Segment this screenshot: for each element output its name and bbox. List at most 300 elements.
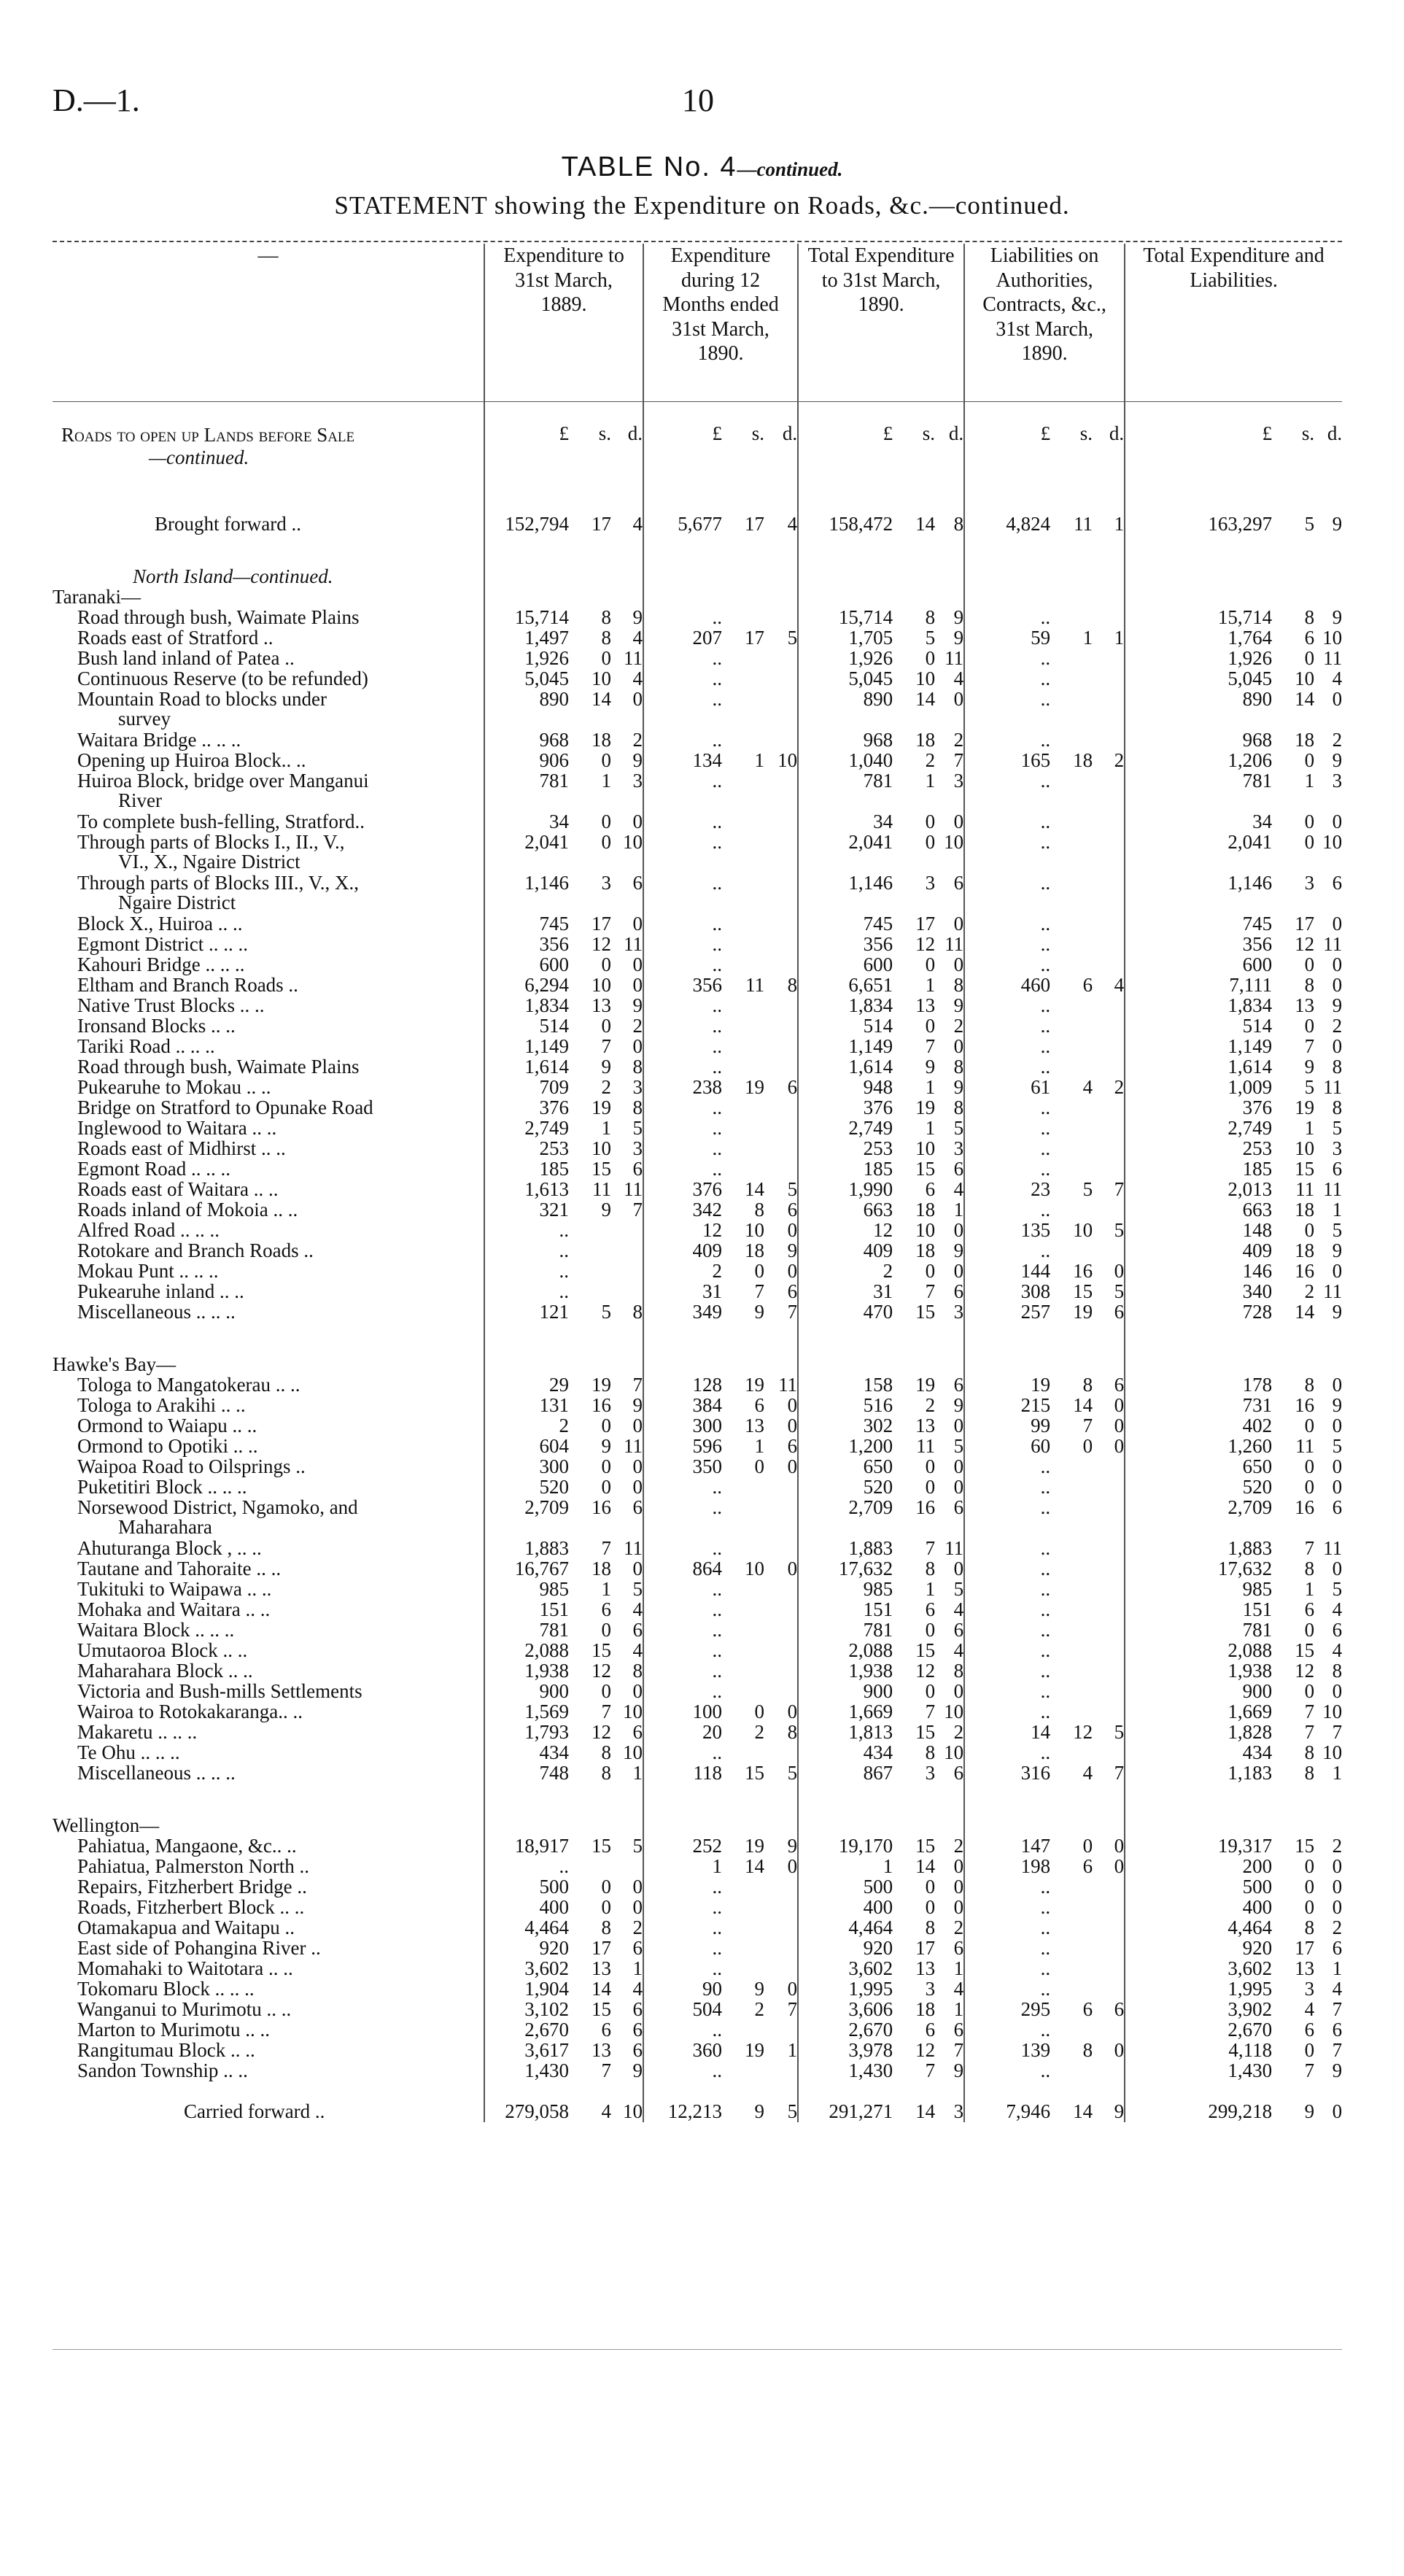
empty-cell bbox=[964, 587, 1050, 608]
pounds-cell: 402 bbox=[1125, 1416, 1272, 1436]
shillings-cell: 19 bbox=[915, 1374, 936, 1396]
shillings-cell: 0 bbox=[925, 811, 936, 832]
road-name-text: Tukituki to Waipawa .. .. bbox=[77, 1579, 272, 1600]
pounds-cell: 295 bbox=[964, 2000, 1050, 2020]
pounds-cell: 1,938 bbox=[1125, 1661, 1272, 1682]
road-name bbox=[53, 1416, 484, 1436]
pence-cell: 5 bbox=[1332, 1219, 1343, 1241]
road-name-text: Native Trust Blocks .. .. bbox=[77, 996, 265, 1016]
shillings-cell: 17 bbox=[1295, 1937, 1315, 1959]
road-name-text: Momahaki to Waitotara .. .. bbox=[77, 1959, 293, 1979]
pounds-cell: 376 bbox=[484, 1098, 569, 1118]
table-row bbox=[53, 1559, 1342, 1579]
shillings-cell: 16 bbox=[1295, 1496, 1315, 1518]
pounds-cell: .. bbox=[964, 1159, 1050, 1180]
unit-shilling: s. bbox=[751, 422, 765, 444]
pence-cell bbox=[764, 812, 798, 832]
shillings-cell bbox=[1050, 935, 1093, 955]
road-name-text: Egmont District .. .. .. bbox=[77, 935, 248, 955]
pence-cell: 0 bbox=[632, 1896, 643, 1918]
pounds-cell: 985 bbox=[798, 1579, 893, 1600]
pence-cell: 0 bbox=[787, 1855, 798, 1877]
road-name bbox=[53, 1375, 484, 1396]
pence-cell bbox=[764, 1959, 798, 1979]
empty-cell bbox=[1125, 535, 1272, 567]
pence-cell: 0 bbox=[1332, 1035, 1343, 1057]
table-row bbox=[53, 1118, 1342, 1139]
pence-cell bbox=[1093, 649, 1125, 669]
empty-cell bbox=[798, 482, 893, 514]
pence-cell: 9 bbox=[953, 1239, 964, 1261]
pounds-cell: .. bbox=[964, 1241, 1050, 1261]
pounds-cell: 1,764 bbox=[1125, 628, 1272, 649]
shillings-cell bbox=[1050, 1098, 1093, 1118]
pounds-cell: .. bbox=[643, 1959, 722, 1979]
pounds-cell: 185 bbox=[1125, 1159, 1272, 1180]
pence-cell bbox=[1093, 1139, 1125, 1159]
shillings-cell: 0 bbox=[925, 1876, 936, 1898]
pounds-cell: 600 bbox=[1125, 955, 1272, 975]
table-row bbox=[53, 1539, 1342, 1559]
road-name bbox=[53, 914, 484, 935]
pounds-cell: 890 bbox=[484, 689, 569, 730]
pounds-cell: 890 bbox=[1125, 689, 1272, 730]
empty-cell bbox=[569, 1816, 611, 1836]
pence-cell: 11 bbox=[624, 647, 643, 669]
unit-pound: £ bbox=[1125, 402, 1272, 483]
pounds-cell: 19,170 bbox=[798, 1836, 893, 1857]
pence-cell: 1 bbox=[1114, 513, 1125, 535]
pence-cell bbox=[1093, 1159, 1125, 1180]
empty-cell bbox=[764, 535, 798, 567]
pounds-cell: 663 bbox=[798, 1200, 893, 1221]
pence-cell bbox=[1093, 832, 1125, 873]
shillings-cell: 7 bbox=[1082, 1415, 1093, 1436]
pence-cell bbox=[1093, 1682, 1125, 1702]
pence-cell bbox=[1093, 1661, 1125, 1682]
shillings-cell: 13 bbox=[592, 994, 611, 1016]
table-row bbox=[53, 1221, 1342, 1241]
shillings-cell: 0 bbox=[754, 1455, 765, 1477]
pounds-cell: 198 bbox=[964, 1857, 1050, 1877]
pounds-cell: 1,938 bbox=[798, 1661, 893, 1682]
unit-shilling: s. bbox=[598, 422, 611, 444]
shillings-cell: 19 bbox=[592, 1096, 611, 1118]
pounds-cell: .. bbox=[643, 1938, 722, 1959]
table-row bbox=[53, 608, 1342, 628]
pence-cell: 4 bbox=[1332, 1639, 1343, 1661]
shillings-cell bbox=[1050, 730, 1093, 751]
shillings-cell: 13 bbox=[915, 1415, 936, 1436]
pounds-cell: .. bbox=[643, 1898, 722, 1918]
pounds-cell: 516 bbox=[798, 1396, 893, 1416]
shillings-cell: 0 bbox=[1304, 1219, 1315, 1241]
shillings-cell: 14 bbox=[915, 513, 936, 535]
pence-cell: 6 bbox=[953, 1496, 964, 1518]
shillings-cell: 8 bbox=[1304, 1558, 1315, 1579]
pounds-cell: .. bbox=[484, 1282, 569, 1302]
pounds-cell: .. bbox=[643, 1118, 722, 1139]
table-row bbox=[53, 1078, 1342, 1098]
pounds-cell: 1,497 bbox=[484, 628, 569, 649]
pence-cell: 8 bbox=[953, 513, 964, 535]
table-row bbox=[53, 1436, 1342, 1457]
pounds-cell: 867 bbox=[798, 1763, 893, 1784]
pounds-cell: .. bbox=[643, 1600, 722, 1620]
pounds-cell: 1,146 bbox=[798, 873, 893, 914]
pence-cell bbox=[764, 1118, 798, 1139]
pounds-cell: 4,464 bbox=[484, 1918, 569, 1938]
pence-cell: 10 bbox=[944, 831, 964, 853]
road-name bbox=[53, 955, 484, 975]
road-name bbox=[53, 608, 484, 628]
pence-cell bbox=[764, 1539, 798, 1559]
pounds-cell: 985 bbox=[484, 1579, 569, 1600]
pounds-cell: 2 bbox=[798, 1261, 893, 1282]
pounds-cell: .. bbox=[964, 1918, 1050, 1938]
table-row bbox=[53, 1641, 1342, 1661]
pounds-cell: 316 bbox=[964, 1763, 1050, 1784]
pounds-cell: 356 bbox=[798, 935, 893, 955]
pence-cell: 1 bbox=[787, 2039, 798, 2061]
pence-cell bbox=[1093, 1620, 1125, 1641]
shillings-cell bbox=[722, 1016, 764, 1037]
shillings-cell: 12 bbox=[1073, 1721, 1093, 1743]
pounds-cell: 400 bbox=[798, 1898, 893, 1918]
shillings-cell bbox=[722, 1661, 764, 1682]
pence-cell: 6 bbox=[1114, 1301, 1125, 1323]
pence-cell bbox=[764, 2061, 798, 2081]
shillings-cell: 8 bbox=[1304, 1741, 1315, 1763]
pence-cell: 2 bbox=[953, 1835, 964, 1857]
empty-cell bbox=[1272, 1355, 1314, 1375]
empty-cell bbox=[1093, 1816, 1125, 1836]
pounds-cell: 470 bbox=[798, 1302, 893, 1323]
shillings-cell bbox=[1050, 1620, 1093, 1641]
shillings-cell: 0 bbox=[1304, 954, 1315, 975]
pounds-cell: 434 bbox=[798, 1743, 893, 1763]
shillings-cell: 5 bbox=[1304, 513, 1315, 535]
pence-cell: 5 bbox=[953, 1435, 964, 1457]
pounds-cell: 663 bbox=[1125, 1200, 1272, 1221]
shillings-cell: 7 bbox=[925, 1035, 936, 1057]
pence-cell: 11 bbox=[945, 1537, 964, 1559]
road-name-text: Road through bush, Waimate Plains bbox=[77, 1057, 360, 1078]
table-row bbox=[53, 1302, 1342, 1323]
shillings-cell: 15 bbox=[592, 1835, 611, 1857]
pounds-cell: 3,978 bbox=[798, 2041, 893, 2061]
pence-cell: 0 bbox=[953, 1680, 964, 1702]
shillings-cell: 14 bbox=[745, 1855, 765, 1877]
pence-cell: 11 bbox=[1323, 1076, 1343, 1098]
pounds-cell: 12 bbox=[643, 1221, 722, 1241]
shillings-cell: 3 bbox=[1304, 1978, 1315, 2000]
pence-cell: 2 bbox=[1332, 1916, 1343, 1938]
shillings-cell bbox=[722, 1938, 764, 1959]
shillings-cell: 0 bbox=[601, 811, 611, 832]
shillings-cell: 13 bbox=[1295, 1957, 1315, 1979]
pounds-cell: 29 bbox=[484, 1375, 569, 1396]
pounds-cell: .. bbox=[643, 873, 722, 914]
empty-cell bbox=[1125, 587, 1272, 608]
pounds-cell: 16,767 bbox=[484, 1559, 569, 1579]
pounds-cell: 146 bbox=[1125, 1261, 1272, 1282]
shillings-cell: 13 bbox=[915, 1957, 936, 1979]
pence-cell: 8 bbox=[632, 1056, 643, 1078]
empty-cell bbox=[764, 587, 798, 608]
pence-cell: 0 bbox=[1114, 1855, 1125, 1877]
pence-cell: 6 bbox=[953, 1158, 964, 1180]
shillings-cell: 15 bbox=[592, 1998, 611, 2020]
spacer-row bbox=[53, 1323, 1342, 1355]
empty-cell bbox=[935, 1784, 964, 1816]
table-row bbox=[53, 832, 1342, 873]
road-name-text: Ironsand Blocks .. .. bbox=[77, 1016, 236, 1037]
shillings-cell: 5 bbox=[1304, 1076, 1315, 1098]
pence-cell bbox=[1093, 1641, 1125, 1661]
road-name bbox=[53, 1016, 484, 1037]
empty-cell bbox=[764, 2081, 798, 2102]
road-name bbox=[53, 730, 484, 751]
pence-cell: 10 bbox=[623, 831, 643, 853]
road-name bbox=[53, 751, 484, 771]
shillings-cell: 2 bbox=[754, 1998, 765, 2020]
empty-cell bbox=[611, 567, 643, 587]
shillings-cell bbox=[722, 1139, 764, 1159]
empty-cell bbox=[722, 1784, 764, 1816]
pence-cell: 0 bbox=[953, 1896, 964, 1918]
pounds-cell: 1,040 bbox=[798, 751, 893, 771]
pence-cell: 6 bbox=[632, 872, 643, 894]
pence-cell bbox=[764, 689, 798, 730]
empty-cell bbox=[1314, 482, 1342, 514]
pounds-cell: 520 bbox=[1125, 1477, 1272, 1498]
pence-cell: 1 bbox=[632, 1957, 643, 1979]
pounds-cell: 3,602 bbox=[484, 1959, 569, 1979]
table-row bbox=[53, 1722, 1342, 1743]
empty-cell bbox=[611, 482, 643, 514]
pounds-cell: .. bbox=[964, 1559, 1050, 1579]
pounds-cell: 1,260 bbox=[1125, 1436, 1272, 1457]
road-name-text: Sandon Township .. .. bbox=[77, 2061, 248, 2081]
road-name-text: Pukearuhe inland .. .. bbox=[77, 1282, 244, 1302]
pounds-cell: 1,430 bbox=[484, 2061, 569, 2081]
pounds-cell: 1,883 bbox=[798, 1539, 893, 1559]
shillings-cell: 7 bbox=[1304, 2059, 1315, 2081]
pounds-cell: 15,714 bbox=[1125, 608, 1272, 628]
shillings-cell bbox=[569, 1857, 611, 1877]
shillings-cell: 12 bbox=[592, 933, 611, 955]
shillings-cell: 4 bbox=[601, 2100, 611, 2122]
shillings-cell: 8 bbox=[1082, 1374, 1093, 1396]
pounds-cell: 968 bbox=[484, 730, 569, 751]
pence-cell bbox=[1093, 1057, 1125, 1078]
road-name-text: Waipoa Road to Oilsprings .. bbox=[77, 1457, 306, 1477]
road-name-text: Wanganui to Murimotu .. .. bbox=[77, 2000, 292, 2020]
pence-cell: 6 bbox=[1332, 2019, 1343, 2041]
empty-cell bbox=[764, 1323, 798, 1355]
pence-cell: 0 bbox=[1332, 974, 1343, 996]
pence-cell: 9 bbox=[1332, 606, 1343, 628]
shillings-cell bbox=[1050, 1877, 1093, 1898]
road-name-text: Tautane and Tahoraite .. .. bbox=[77, 1559, 282, 1579]
table-row bbox=[53, 935, 1342, 955]
pounds-cell: 253 bbox=[1125, 1139, 1272, 1159]
shillings-cell: 0 bbox=[925, 1015, 936, 1037]
pence-cell: 3 bbox=[953, 1137, 964, 1159]
shillings-cell: 7 bbox=[601, 1701, 611, 1722]
pence-cell: 6 bbox=[632, 2019, 643, 2041]
pence-cell bbox=[1093, 1016, 1125, 1037]
shillings-cell bbox=[1050, 1457, 1093, 1477]
pence-cell: 4 bbox=[632, 1639, 643, 1661]
pence-cell: 6 bbox=[787, 1435, 798, 1457]
shillings-cell: 4 bbox=[1082, 1762, 1093, 1784]
shillings-cell: 11 bbox=[592, 1178, 611, 1200]
shillings-cell: 14 bbox=[1073, 2100, 1093, 2122]
empty-cell bbox=[893, 1323, 935, 1355]
empty-cell bbox=[722, 587, 764, 608]
pence-cell bbox=[764, 1057, 798, 1078]
pounds-cell: 1,614 bbox=[1125, 1057, 1272, 1078]
shillings-cell: 8 bbox=[925, 606, 936, 628]
pence-cell: 9 bbox=[953, 606, 964, 628]
pence-cell bbox=[1093, 608, 1125, 628]
empty-cell bbox=[1125, 2081, 1272, 2102]
shillings-cell bbox=[722, 608, 764, 628]
pounds-cell: 18,917 bbox=[484, 1836, 569, 1857]
empty-cell bbox=[722, 2081, 764, 2102]
shillings-cell: 13 bbox=[1295, 994, 1315, 1016]
empty-cell bbox=[798, 535, 893, 567]
pence-cell: 7 bbox=[1114, 1762, 1125, 1784]
pounds-cell: .. bbox=[964, 914, 1050, 935]
shillings-cell bbox=[722, 2061, 764, 2081]
pounds-cell: 148 bbox=[1125, 1221, 1272, 1241]
road-name bbox=[53, 1241, 484, 1261]
pence-cell bbox=[1093, 1477, 1125, 1498]
table-row bbox=[53, 628, 1342, 649]
pounds-cell: 118 bbox=[643, 1763, 722, 1784]
unit-pence: d. bbox=[1109, 422, 1125, 444]
pence-cell: 9 bbox=[632, 2059, 643, 2081]
shillings-cell: 7 bbox=[925, 1537, 936, 1559]
pounds-cell: .. bbox=[643, 1016, 722, 1037]
table-row bbox=[53, 1857, 1342, 1877]
table-row bbox=[53, 1037, 1342, 1057]
pence-cell: 9 bbox=[787, 1239, 798, 1261]
road-name bbox=[53, 1979, 484, 2000]
pounds-cell: 349 bbox=[643, 1302, 722, 1323]
pounds-cell: 121 bbox=[484, 1302, 569, 1323]
shillings-cell bbox=[1050, 2020, 1093, 2041]
shillings-cell: 0 bbox=[1304, 811, 1315, 832]
shillings-cell: 18 bbox=[592, 1558, 611, 1579]
pence-cell: 0 bbox=[953, 1455, 964, 1477]
shillings-cell: 17 bbox=[592, 1937, 611, 1959]
table-row bbox=[53, 2061, 1342, 2081]
shillings-cell: 7 bbox=[601, 1537, 611, 1559]
shillings-cell: 12 bbox=[915, 2039, 936, 2061]
pence-cell bbox=[611, 1241, 643, 1261]
statement-title: STATEMENT showing the Expenditure on Roads, &c.—continued. bbox=[334, 191, 1070, 220]
shillings-cell: 10 bbox=[592, 668, 611, 689]
pence-cell bbox=[764, 873, 798, 914]
pounds-cell: 34 bbox=[798, 812, 893, 832]
pence-cell: 0 bbox=[1332, 1680, 1343, 1702]
shillings-cell: 0 bbox=[1304, 647, 1315, 669]
pounds-cell: .. bbox=[964, 1200, 1050, 1221]
shillings-cell: 9 bbox=[601, 1435, 611, 1457]
pounds-cell: 1,183 bbox=[1125, 1763, 1272, 1784]
shillings-cell: 15 bbox=[745, 1762, 765, 1784]
pounds-cell: .. bbox=[643, 955, 722, 975]
shillings-cell bbox=[1050, 1979, 1093, 2000]
empty-cell bbox=[893, 482, 935, 514]
pence-cell: 11 bbox=[1323, 1178, 1343, 1200]
shillings-cell: 19 bbox=[1073, 1301, 1093, 1323]
pounds-cell: .. bbox=[643, 1139, 722, 1159]
empty-cell bbox=[643, 567, 722, 587]
pence-cell: 11 bbox=[624, 1435, 643, 1457]
road-name bbox=[53, 996, 484, 1016]
pounds-cell: .. bbox=[484, 1261, 569, 1282]
road-name bbox=[53, 1559, 484, 1579]
pence-cell bbox=[1093, 935, 1125, 955]
shillings-cell: 2 bbox=[925, 749, 936, 771]
empty-cell bbox=[964, 1816, 1050, 1836]
pence-cell: 0 bbox=[787, 1394, 798, 1416]
shillings-cell: 8 bbox=[1304, 1762, 1315, 1784]
empty-cell bbox=[964, 1784, 1050, 1816]
shillings-cell bbox=[1050, 1661, 1093, 1682]
empty-cell bbox=[1050, 535, 1093, 567]
shillings-cell bbox=[1050, 1959, 1093, 1979]
pence-cell: 0 bbox=[632, 1476, 643, 1498]
road-name bbox=[53, 832, 484, 873]
section-title-text: Roads to open up Lands before Sale bbox=[61, 424, 355, 446]
shillings-cell bbox=[1050, 1118, 1093, 1139]
road-name-text: Waitara Bridge .. .. .. bbox=[77, 730, 241, 751]
road-name bbox=[53, 1118, 484, 1139]
pounds-cell: 596 bbox=[643, 1436, 722, 1457]
pounds-cell: 514 bbox=[798, 1016, 893, 1037]
pence-cell: 9 bbox=[632, 1394, 643, 1416]
table-row bbox=[53, 1396, 1342, 1416]
pence-cell: 11 bbox=[1323, 1280, 1343, 1302]
shillings-cell: 5 bbox=[601, 1301, 611, 1323]
pounds-cell: .. bbox=[643, 832, 722, 873]
shillings-cell: 18 bbox=[1295, 1239, 1315, 1261]
table-row bbox=[53, 1477, 1342, 1498]
shillings-cell bbox=[569, 1282, 611, 1302]
shillings-cell: 17 bbox=[915, 913, 936, 935]
pence-cell: 0 bbox=[1114, 1835, 1125, 1857]
pounds-cell: 985 bbox=[1125, 1579, 1272, 1600]
pounds-cell: 745 bbox=[798, 914, 893, 935]
pounds-cell: 1,938 bbox=[484, 1661, 569, 1682]
empty-cell bbox=[1272, 482, 1314, 514]
pence-cell: 5 bbox=[1332, 1117, 1343, 1139]
shillings-cell: 10 bbox=[915, 1219, 936, 1241]
shillings-cell: 11 bbox=[1295, 1178, 1315, 1200]
pence-cell: 5 bbox=[1332, 1435, 1343, 1457]
pence-cell bbox=[764, 832, 798, 873]
pence-cell: 9 bbox=[953, 1394, 964, 1416]
shillings-cell bbox=[722, 873, 764, 914]
unit-pence: d. bbox=[782, 422, 798, 444]
pounds-cell: .. bbox=[964, 1938, 1050, 1959]
